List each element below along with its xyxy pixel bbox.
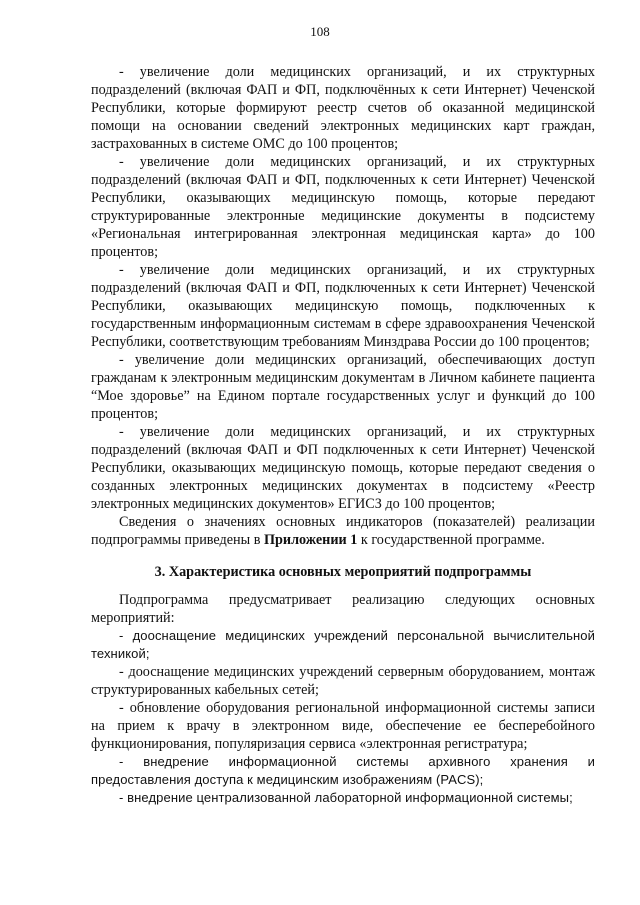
indicator-item: - увеличение доли медицинских организаций, и их структурных подразделений (включая ФАП и ФП, подключённых к сети Интернет) Чеченской Республики, которые формируют реестр счетов об оказанной медицинской помощи на основании сведений электронных медицинских карт граждан, застрахованных в системе ОМС до 100 процентов; — [91, 64, 595, 152]
indicator-item: - увеличение доли медицинских организаций, и их структурных подразделений (включая ФАП и ФП, подключенных к сети Интернет) Чеченской Республики, оказывающих медицинскую помощь, подключенных к государственным информационным системам в сфере здравоохранения Чеченской Республики, соответствующим требованиям Минздрава России до 100 процентов; — [91, 262, 595, 350]
indicators-summary — [91, 513, 595, 549]
activity-item: - дооснащение медицинских учреждений серверным оборудованием, монтаж структурированных кабельных сетей; — [91, 664, 595, 698]
activity-item: - внедрение информационной системы архивного хранения и предоставления доступа к медицинским изображениям (PACS); — [91, 754, 595, 787]
section-heading: 3. Характеристика основных мероприятий подпрограммы — [154, 564, 532, 580]
summary-text-after: к государственной программе. — [357, 532, 545, 548]
activity-item: - обновление оборудования региональной информационной системы записи на прием к врачу в электронном виде, обеспечение ее бесперебойного функционирования, популяризация сервиса «электронная регистратура; — [91, 700, 595, 752]
summary-appendix-ref: Приложении 1 — [263, 532, 358, 548]
activities-intro: Подпрограмма предусматривает реализацию следующих основных мероприятий: — [91, 592, 595, 626]
indicator-item: - увеличение доли медицинских организаций, обеспечивающих доступ гражданам к электронным медицинским документам в Личном кабинете пациента “Мое здоровье” на Едином портале государственных услуг и функций до 100 процентов; — [91, 352, 595, 422]
activity-item: - дооснащение медицинских учреждений персональной вычислительной техникой; — [91, 628, 595, 661]
indicator-item: - увеличение доли медицинских организаций, и их структурных подразделений (включая ФАП и ФП подключенных к сети Интернет) Чеченской Республики, оказывающих медицинскую помощь, которые передают сведения о созданных электронных медицинских документах в подсистему «Реестр электронных медицинских документов» ЕГИСЗ до 100 процентов; — [91, 424, 595, 512]
page-number: 108 — [310, 24, 330, 39]
page-content — [91, 63, 595, 807]
summary-text-before: Сведения о значениях основных индикаторов (показателей) реализации подпрограммы приведены в — [91, 514, 595, 548]
activity-item: - внедрение централизованной лабораторной информационной системы; — [119, 790, 573, 805]
indicator-item: - увеличение доли медицинских организаций, и их структурных подразделений (включая ФАП и ФП, подключенных к сети Интернет) Чеченской Республики, оказывающих медицинскую помощь, которые передают структурированные электронные медицинские документы в подсистему «Региональная интегрированная электронная медицинская карта» до 100 процентов; — [91, 154, 595, 260]
